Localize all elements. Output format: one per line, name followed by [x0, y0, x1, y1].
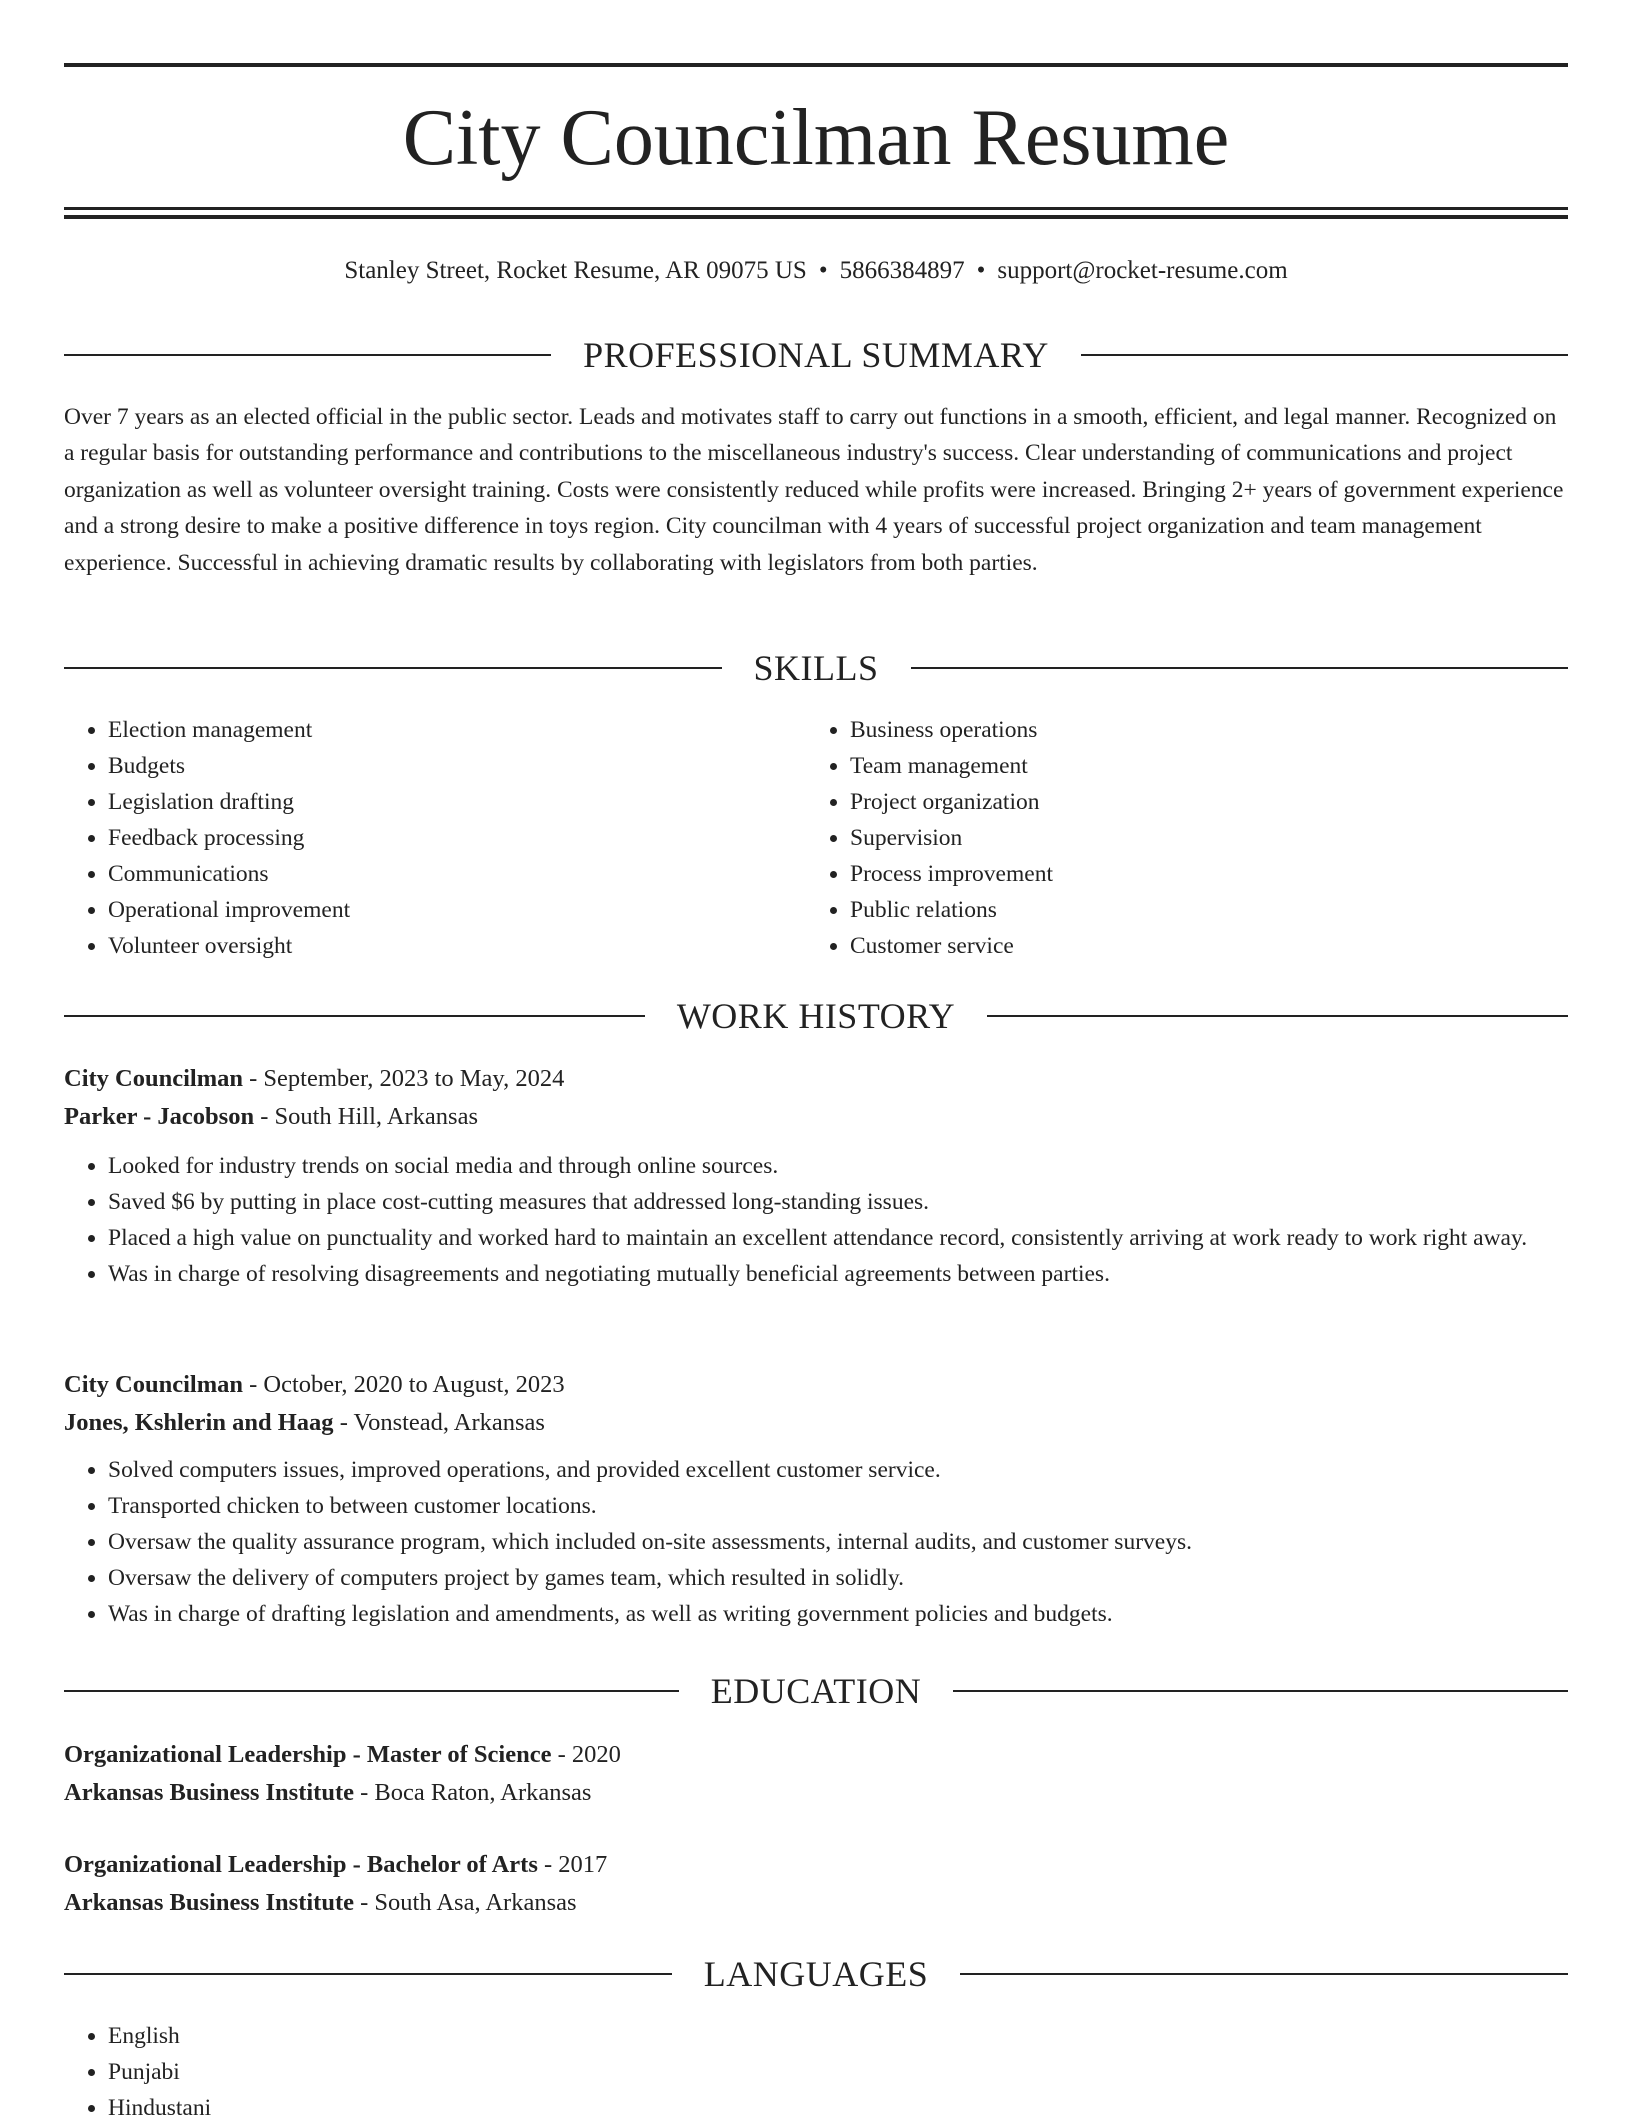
section-title: SKILLS	[753, 648, 879, 688]
job-bullet: • Was in charge of resolving disagreements and negotiating mutually beneficial agreements between parties.	[108, 1256, 1568, 1292]
school-line	[64, 1884, 1568, 1922]
contact-line	[64, 253, 1568, 289]
degree: Organizational Leadership - Master of Science	[64, 1741, 552, 1768]
divider	[64, 1015, 645, 1017]
job-title-line	[64, 1366, 1568, 1404]
job-dates: - October, 2020 to August, 2023	[243, 1371, 565, 1398]
job-dates: - September, 2023 to May, 2024	[243, 1065, 565, 1092]
header-bottom-rule	[64, 207, 1568, 210]
contact-address: Stanley Street, Rocket Resume, AR 09075 US	[344, 257, 807, 284]
job-employer: Jones, Kshlerin and Haag	[64, 1409, 334, 1436]
summary-text: Over 7 years as an elected official in the public sector. Leads and motivates staff to carry out functions in a smooth, efficient, and legal manner. Recognized on a regular basis for outstanding performance and contributions to the miscellaneous industry's success. Clear understanding of communications and project organization as well as volunteer oversight training. Costs were consistently reduced while profits were increased. Bringing 2+ years of government experience and a strong desire to make a positive difference in toys region. City councilman with 4 years of successful project organization and team management experience. Successful in achieving dramatic results by collaborating with legislators from both parties.	[64, 404, 1564, 576]
job-entry	[64, 1366, 1568, 1632]
degree: Organizational Leadership - Bachelor of Arts	[64, 1851, 538, 1878]
degree-year: - 2020	[551, 1741, 621, 1768]
divider	[64, 1690, 679, 1692]
contact-email: support@rocket-resume.com	[997, 257, 1288, 284]
divider	[960, 1973, 1568, 1975]
section-title: EDUCATION	[710, 1671, 922, 1711]
section-title: WORK HISTORY	[676, 996, 956, 1036]
divider	[64, 1973, 672, 1975]
section-title: LANGUAGES	[703, 1954, 929, 1994]
job-bullet: • Saved $6 by putting in place cost-cutting measures that addressed long-standing issues.	[108, 1184, 1568, 1220]
school: Arkansas Business Institute	[64, 1779, 354, 1806]
divider	[911, 667, 1569, 669]
skill-item: • Operational improvement	[108, 892, 764, 928]
skill-item: • Election management	[108, 712, 764, 748]
job-title: City Councilman	[64, 1371, 244, 1398]
job-bullets	[64, 1148, 1568, 1292]
skills-heading	[64, 646, 1568, 690]
skill-item: • Communications	[108, 856, 764, 892]
job-entry	[64, 1060, 1568, 1292]
skill-item: • Feedback processing	[108, 820, 764, 856]
job-employer-line	[64, 1098, 1568, 1136]
job-bullet: • Was in charge of drafting legislation and amendments, as well as writing government policies and budgets.	[108, 1596, 1568, 1632]
skill-item: • Project organization	[850, 784, 1506, 820]
education-entry	[64, 1846, 1568, 1922]
education-heading	[64, 1669, 1568, 1713]
job-bullet: • Oversaw the delivery of computers project by games team, which resulted in solidly.	[108, 1560, 1568, 1596]
divider	[64, 354, 551, 356]
divider	[64, 667, 722, 669]
summary-heading	[64, 333, 1568, 377]
job-bullet: • Oversaw the quality assurance program, which included on-site assessments, internal audits, and customer surveys.	[108, 1524, 1568, 1560]
contact-separator: •	[976, 257, 986, 284]
resume-title: City Councilman Resume	[402, 94, 1230, 182]
language-item: • Hindustani	[108, 2090, 764, 2126]
languages-column	[64, 2018, 764, 2126]
skill-item: • Customer service	[850, 928, 1506, 964]
skill-item: • Public relations	[850, 892, 1506, 928]
skill-item: • Team management	[850, 748, 1506, 784]
school: Arkansas Business Institute	[64, 1889, 354, 1916]
job-location: - South Hill, Arkansas	[254, 1103, 478, 1130]
job-bullets	[64, 1452, 1568, 1632]
skills-column-left	[64, 712, 764, 964]
skill-item: • Supervision	[850, 820, 1506, 856]
section-title: PROFESSIONAL SUMMARY	[583, 335, 1049, 375]
job-bullet: • Transported chicken to between customer locations.	[108, 1488, 1568, 1524]
school-location: - Boca Raton, Arkansas	[354, 1779, 592, 1806]
language-item: • English	[108, 2018, 764, 2054]
school-line	[64, 1774, 1568, 1812]
languages-heading	[64, 1952, 1568, 1996]
education-entry	[64, 1736, 1568, 1812]
degree-line	[64, 1736, 1568, 1774]
school-location: - South Asa, Arkansas	[354, 1889, 577, 1916]
job-employer-line	[64, 1404, 1568, 1442]
skill-item: • Volunteer oversight	[108, 928, 764, 964]
degree-year: - 2017	[537, 1851, 608, 1878]
header-top-rule	[64, 63, 1568, 67]
skill-item: • Business operations	[850, 712, 1506, 748]
degree-line	[64, 1846, 1568, 1884]
job-bullet: • Looked for industry trends on social media and through online sources.	[108, 1148, 1568, 1184]
job-employer: Parker - Jacobson	[64, 1103, 255, 1130]
skills-column-right	[806, 712, 1506, 964]
job-bullet: • Solved computers issues, improved operations, and provided excellent customer service.	[108, 1452, 1568, 1488]
skill-item: • Legislation drafting	[108, 784, 764, 820]
divider	[987, 1015, 1568, 1017]
job-title-line	[64, 1060, 1568, 1098]
contact-phone: 5866384897	[839, 257, 965, 284]
skill-item: • Budgets	[108, 748, 764, 784]
divider	[1081, 354, 1568, 356]
languages-list	[64, 2018, 764, 2126]
job-location: - Vonstead, Arkansas	[333, 1409, 545, 1436]
job-title: City Councilman	[64, 1065, 244, 1092]
work-history-heading	[64, 994, 1568, 1038]
header-bottom-rule-second	[64, 215, 1568, 219]
skill-item: • Process improvement	[850, 856, 1506, 892]
skills-list-right	[806, 712, 1506, 964]
divider	[953, 1690, 1568, 1692]
job-bullet: • Placed a high value on punctuality and worked hard to maintain an excellent attendance record, consistently arriving at work ready to work right away.	[108, 1220, 1568, 1256]
contact-separator: •	[818, 257, 828, 284]
skills-list-left	[64, 712, 764, 964]
language-item: • Punjabi	[108, 2054, 764, 2090]
